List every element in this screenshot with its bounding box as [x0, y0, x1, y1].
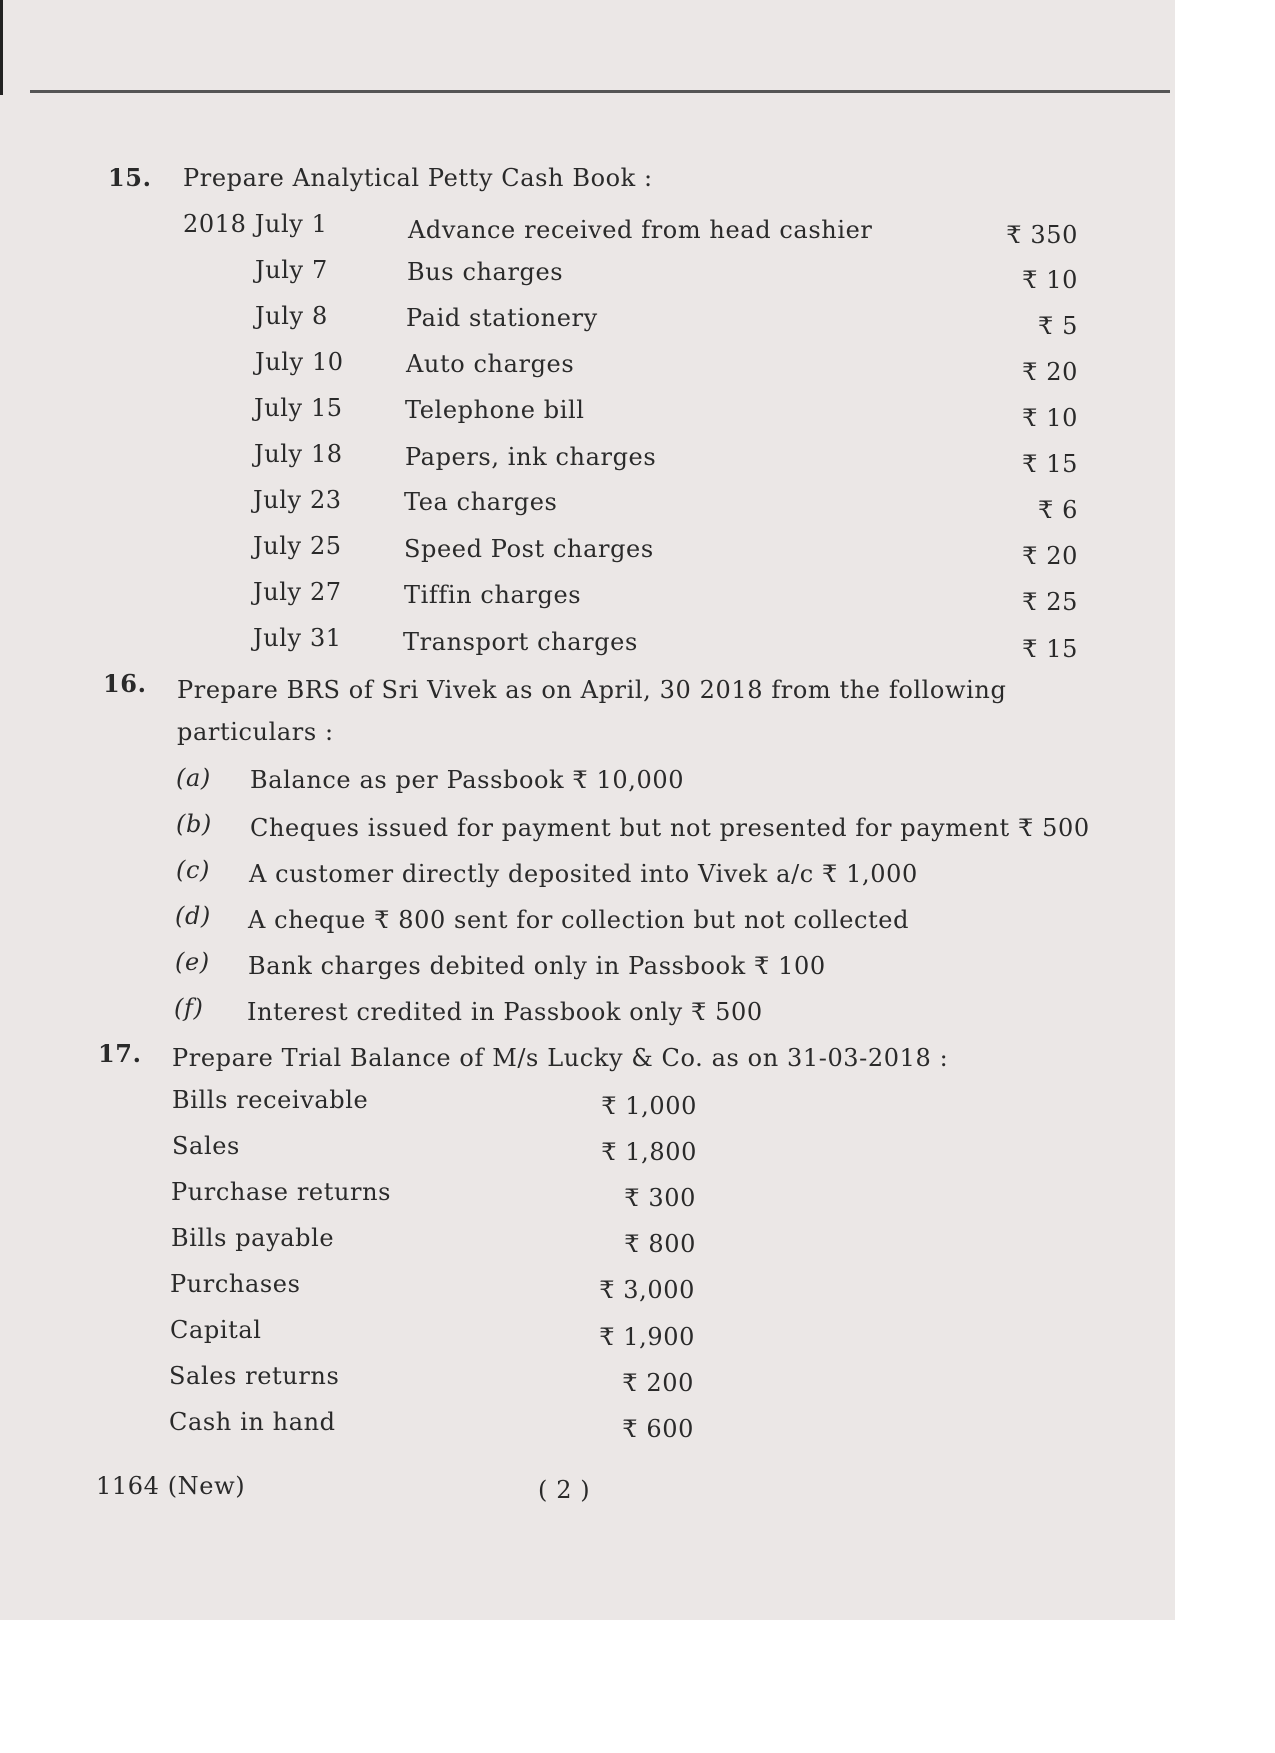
q15-particulars: Speed Post charges [404, 535, 654, 563]
q16-item-label: (d) [175, 902, 211, 930]
q15-amount: ₹ 25 [1022, 588, 1078, 616]
q15-particulars: Papers, ink charges [405, 443, 657, 471]
q15-particulars: Tiffin charges [404, 581, 582, 609]
q15-amount: ₹ 10 [1022, 404, 1078, 432]
q16-item-text: Balance as per Passbook ₹ 10,000 [250, 766, 685, 794]
q15-number: 15. [108, 163, 152, 192]
q16-item-text: A cheque ₹ 800 sent for collection but not collected [248, 906, 910, 934]
q17-item-name: Sales [172, 1132, 240, 1160]
q17-item-name: Cash in hand [169, 1408, 336, 1436]
q15-date: July 23 [253, 486, 342, 514]
q15-date: July 27 [253, 578, 342, 606]
q16-item-text: Interest credited in Passbook only ₹ 500 [247, 998, 763, 1026]
q16-number: 16. [103, 669, 147, 698]
q15-amount: ₹ 15 [1022, 450, 1078, 478]
q15-date: July 18 [254, 440, 343, 468]
q15-amount: ₹ 350 [1006, 221, 1078, 249]
q17-item-name: Purchase returns [171, 1178, 392, 1206]
q17-item-amount: ₹ 1,000 [601, 1092, 697, 1120]
q17-item-amount: ₹ 1,800 [601, 1138, 697, 1166]
q15-date: July 8 [255, 302, 328, 330]
q15-prompt: Prepare Analytical Petty Cash Book : [183, 164, 653, 192]
q17-item-amount: ₹ 600 [622, 1415, 694, 1443]
q17-item-name: Purchases [170, 1270, 301, 1298]
q15-date: July 7 [255, 256, 328, 284]
q17-number: 17. [98, 1039, 142, 1068]
q15-amount: ₹ 20 [1022, 358, 1078, 386]
q17-prompt: Prepare Trial Balance of M/s Lucky & Co. as on 31-03-2018 : [172, 1044, 949, 1072]
q16-item-text: Bank charges debited only in Passbook ₹ 100 [248, 952, 826, 980]
q17-item-name: Bills receivable [172, 1086, 369, 1114]
q17-item-amount: ₹ 300 [624, 1184, 696, 1212]
q16-item-label: (b) [176, 810, 212, 838]
q15-amount: ₹ 5 [1038, 312, 1078, 340]
q16-item-label: (a) [176, 764, 211, 792]
q15-date: July 25 [253, 532, 342, 560]
q15-date: 2018 July 1 [183, 210, 328, 238]
q15-date: July 15 [254, 394, 343, 422]
q16-item-label: (e) [175, 948, 210, 976]
page-number: ( 2 ) [538, 1476, 591, 1504]
scan-edge-line [0, 0, 3, 95]
q15-particulars: Tea charges [404, 488, 558, 516]
q15-amount: ₹ 6 [1038, 496, 1078, 524]
q16-item-label: (f) [174, 994, 204, 1022]
q16-prompt-line1: Prepare BRS of Sri Vivek as on April, 30 2018 from the following [177, 676, 1007, 704]
q15-date: July 10 [255, 348, 344, 376]
q15-amount: ₹ 15 [1022, 635, 1078, 663]
q15-particulars: Paid stationery [406, 304, 598, 332]
q16-item-text: Cheques issued for payment but not presented for payment ₹ 500 [250, 814, 1090, 842]
q15-particulars: Advance received from head cashier [408, 216, 873, 244]
q17-item-name: Sales returns [169, 1362, 340, 1390]
q16-item-text: A customer directly deposited into Vivek a/c ₹ 1,000 [249, 860, 918, 888]
q17-item-amount: ₹ 200 [622, 1369, 694, 1397]
paper-code: 1164 (New) [96, 1472, 246, 1500]
q16-prompt-line2: particulars : [177, 718, 334, 746]
q15-date: July 31 [253, 624, 342, 652]
q15-amount: ₹ 20 [1022, 542, 1078, 570]
q15-amount: ₹ 10 [1022, 266, 1078, 294]
q17-item-amount: ₹ 3,000 [599, 1276, 695, 1304]
top-rule [30, 90, 1170, 93]
q17-item-name: Capital [170, 1316, 262, 1344]
q15-particulars: Transport charges [403, 628, 638, 656]
q15-particulars: Auto charges [406, 350, 575, 378]
q17-item-amount: ₹ 800 [624, 1230, 696, 1258]
q17-item-amount: ₹ 1,900 [599, 1323, 695, 1351]
q17-item-name: Bills payable [171, 1224, 335, 1252]
q15-particulars: Bus charges [407, 258, 564, 286]
q16-item-label: (c) [176, 856, 210, 884]
q15-particulars: Telephone bill [405, 396, 585, 424]
